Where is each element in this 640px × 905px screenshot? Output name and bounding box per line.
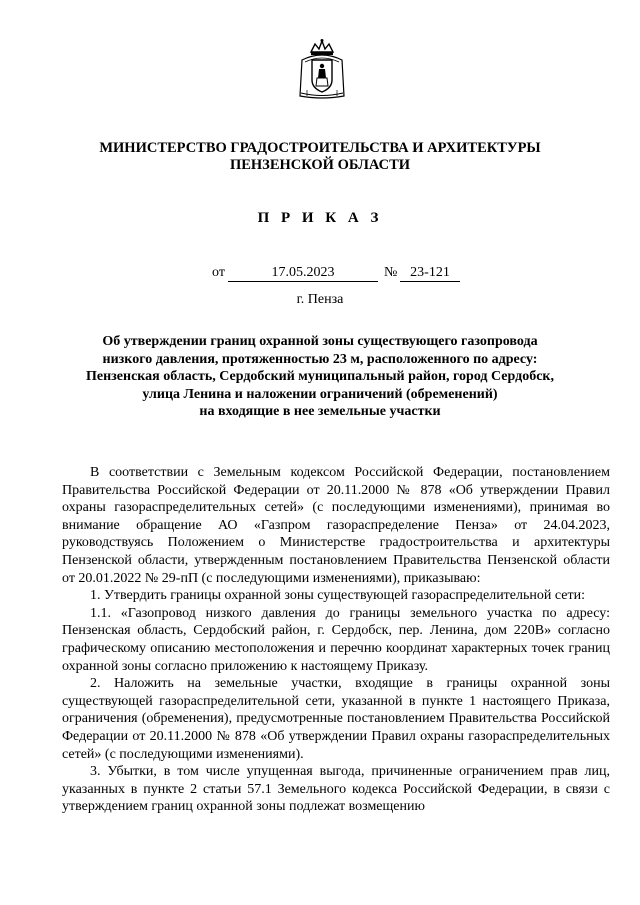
coat-of-arms-icon	[297, 38, 347, 100]
date-prefix: от	[212, 265, 225, 280]
paragraph-item-1-1: 1.1. «Газопровод низкого давления до границы земельного участка по адресу: Пензенская область, Сердобский район, г. Сердобск, пер. Ленина, дом 220В» согласно графическому описанию местоположения и перечню координат характерных точек границ охранной зоны согласно приложению к настоящему Приказу.	[62, 605, 610, 674]
title-line: Об утверждении границ охранной зоны существующего газопровода	[102, 334, 538, 349]
document-type: П Р И К А З	[257, 210, 383, 226]
title-line: на входящие в нее земельные участки	[199, 404, 441, 419]
order-number: 23-121	[400, 265, 460, 282]
paragraph-preamble: В соответствии с Земельным кодексом Российской Федерации, постановлением Правительства Российской Федерации от 20.11.2000 № 878 «Об утверждении Правил охраны газораспределительных сетей» (с последующими изменениями), принимая во внимание обращение АО «Газпром газораспределение Пенза» от 24.04.2023, руководствуясь Положением о Министерстве градостроительства и архитектуры Пензенской области, утвержденным постановлением Правительства Пензенской области от 20.01.2022 № 29-пП (с последующими изменениями), приказываю:	[62, 465, 610, 586]
paragraph-item-1: 1. Утвердить границы охранной зоны существующей газораспределительной сети:	[90, 588, 585, 604]
city: г. Пенза	[296, 292, 344, 307]
order-title	[70, 333, 570, 421]
title-line: Пензенская область, Сердобский муниципальный район, город Сердобск,	[86, 369, 554, 384]
ministry-name-line2: ПЕНЗЕНСКОЙ ОБЛАСТИ	[229, 157, 411, 173]
order-body	[62, 464, 610, 816]
title-line: низкого давления, протяженностью 23 м, расположенного по адресу:	[102, 351, 538, 367]
title-line: улица Ленина и наложении ограничений (обременений)	[142, 386, 498, 402]
ministry-name	[60, 140, 580, 174]
order-date: 17.05.2023	[228, 265, 378, 282]
paragraph-item-3: 3. Убытки, в том числе упущенная выгода, причиненные ограничением прав лиц, указанных в пункте 2 статьи 57.1 Земельного кодекса Российской Федерации, в связи с утверждением границ охранной зоны подлежат возмещению	[62, 764, 610, 815]
ministry-name-line1: МИНИСТЕРСТВО ГРАДОСТРОИТЕЛЬСТВА И АРХИТЕКТУРЫ	[99, 140, 541, 156]
paragraph-item-2: 2. Наложить на земельные участки, входящие в границы охранной зоны существующей газораспределительной сети, указанной в пункте 1 настоящего Приказа, ограничения (обременения), предусмотренные постановлением Правительства Российской Федерации от 20.11.2000 № 878 «Об утверждении Правил охраны газораспределительных сетей» (с последующими изменениями).	[62, 676, 610, 762]
number-prefix: №	[384, 265, 398, 280]
